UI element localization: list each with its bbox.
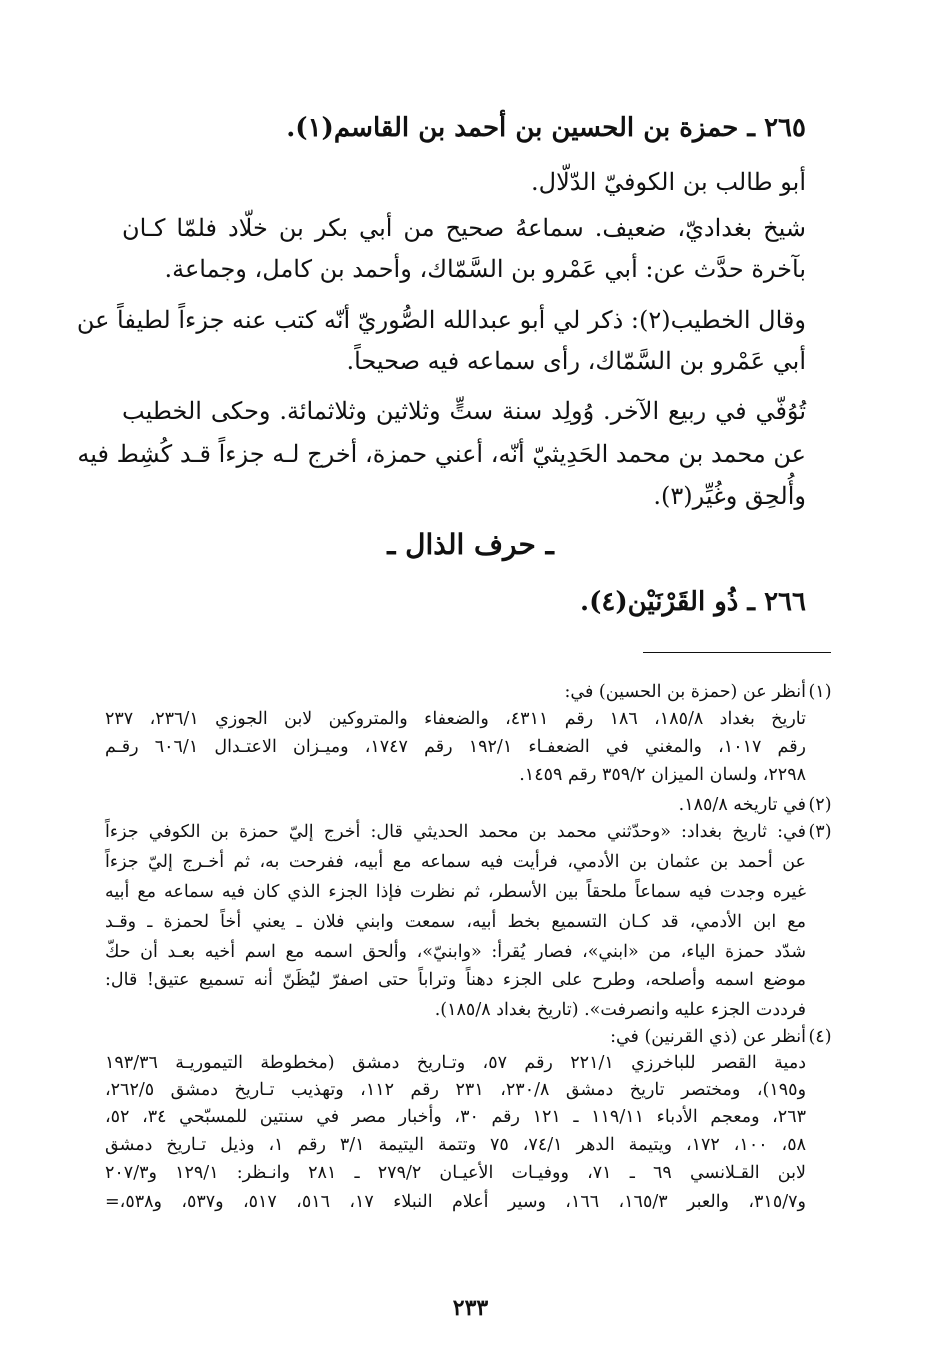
footnote-1-line: ٢٢٩٨، ولسان الميزان ٣٥٩/٢ رقم ١٤٥٩. [519,765,806,785]
entry-265-p3-line3: وأُلحِق وغُيِّر(٣). [653,482,806,510]
footnote-4-line: لابن القـلانسي ٦٩ ـ ٧١، ووفيـات الأعيـان ٢٧٩/٢ ـ ٢٨١ وانـظر: ١٢٩/١ و٢٠٧/٣ [105,1163,806,1183]
entry-266-title: ٢٦٦ ـ ذُو القَرْنَيْن(٤). [580,587,806,617]
footnote-3-line: مع ابن الأدمي، قد كـان التسميع بخط أبيه، سمعت وابني فلان ـ يعني أخاً لحمزة ـ وقـد [105,912,806,932]
footnote-separator [643,652,831,653]
entry-265-kunya: أبو طالب بن الكوفيّ الدّلّال. [531,168,806,196]
footnote-3-line: شدّد حمزة الياء، من «ابني»، فصار يُقرأ: «وابنيّ»، وألحق اسمه مع اسم أخيه بعـد أن حكّ [105,942,806,962]
footnote-3-line: غيره وجدت فيه سماعاً ملحقاً بين الأسطر، ثم نظرت فإذا الجزء الذي كان فيه سماعه مع أبيه [105,882,806,902]
footnote-4-line: دمية القصر للباخرزي ٢٢١/١ رقم ٥٧، وتـاريخ دمشق (مخطوطة التيموريـة ١٩٣/٣٦ [105,1053,807,1073]
footnote-1-line: أنظر عن (حمزة بن الحسين) في: [564,682,806,702]
entry-265-p3-line1: تُوُفّي في ربيع الآخر. وُولِد سنة ستٍّ وثلاثين وثلاثمائة. وحكى الخطيب [122,397,806,425]
footnote-1-line: تاريخ بغداد ١٨٥/٨، ١٨٦ رقم ٤٣١١، والضعفاء والمتروكين لابن الجوزي ٢٣٦/١، ٢٣٧ [105,709,806,729]
entry-265-p1-line1: شيخ بغداديّ، ضعيف. سماعهُ صحيح من أبي بكر بن خلّاد فلمّا كـان [122,214,806,242]
footnote-4-line: أنظر عن (ذي القرنين) في: [610,1027,806,1047]
footnote-3-number: (٣) [808,822,832,842]
footnote-4-line: و٣١٥/٧، والعبر ١٦٥/٣، ١٦٦، وسير أعلام النبلاء ١٧، ٥١٦، ٥١٧، و٥٣٧، و٥٣٨،= [105,1192,806,1212]
entry-265-p2-line2: أبي عَمْرو بن السَّمّاك، رأى سماعه فيه صحيحاً. [346,347,806,375]
footnote-4-line: ٥٨، ١٠٠، ١٧٢، ويتيمة الدهر ٧٤/١، ٧٥ وتتمة اليتيمة ٣/١ رقم ١، وذيل تـاريخ دمشق [105,1135,807,1155]
footnote-4-line: ٢٦٣، ومعجم الأدباء ١١٩/١١ ـ ١٢١ رقم ٣٠، وأخبار مصر في سنتين للمسبّحي ٣٤، ٥٢، [105,1107,806,1127]
footnote-4-number: (٤) [808,1027,832,1047]
footnote-2-line: في تاريخه ١٨٥/٨. [678,795,806,815]
footnote-3-line: عن أحمد بن عثمان بن الأدمي، فرأيت فيه سماعه مع أبيه، ففرحت به، ثم أخـرج إليّ جزءاً [105,852,806,872]
footnote-1-number: (١) [808,682,832,702]
footnote-4-line: و١٩٥)، ومختصر تاريخ دمشق ٢٣٠/٨، ٢٣١ رقم ١١٢، وتهذيب تـاريخ دمشق ٢٦٢/٥، [105,1080,807,1100]
footnote-3-line: فرددت الجزء عليه وانصرفت». (تاريخ بغداد ١٨٥/٨). [434,1000,806,1020]
entry-265-title: ٢٦٥ ـ حمزة بن الحسين بن أحمد بن القاسم(١). [286,113,806,143]
section-heading: ـ حرف الذال ـ [387,528,554,561]
entry-265-p2-line1: وقال الخطيب(٢): ذكر لي أبو عبدالله الصُّوريّ أنّه كتب عنه جزءاً لطيفاً عن [76,306,806,334]
footnote-1-line: رقم ١٠١٧، والمغني في الضعفـاء ١٩٢/١ رقم ١٧٤٧، وميـزان الاعتـدال ٦٠٦/١ رقـم [105,737,807,757]
entry-265-p1-line2: بآخرة حدَّث عن: أبي عَمْرو بن السَّمّاك، وأحمد بن كامل، وجماعة. [164,255,806,283]
footnote-2-number: (٢) [808,795,832,815]
entry-265-p3-line2: عن محمد بن محمد الحَدِيثيّ أنّه، أعني حمزة، أخرج لـه جزءاً قـد كُشِط فيه [77,440,806,468]
footnote-3-line: في: ثاريخ بغداد: «وحدّثني محمد بن محمد الحديثي قال: أخرج إليّ حمزة بن الكوفي جزءاً [105,822,806,842]
page-number: ٢٣٣ [452,1295,489,1321]
footnote-3-line: موضع اسمه وأصلحه، وطرح على الجزء دهناً وتراباً حتى اصفرّ ليُظَنّ أنه تسميع عتيق! قال: [105,970,806,990]
